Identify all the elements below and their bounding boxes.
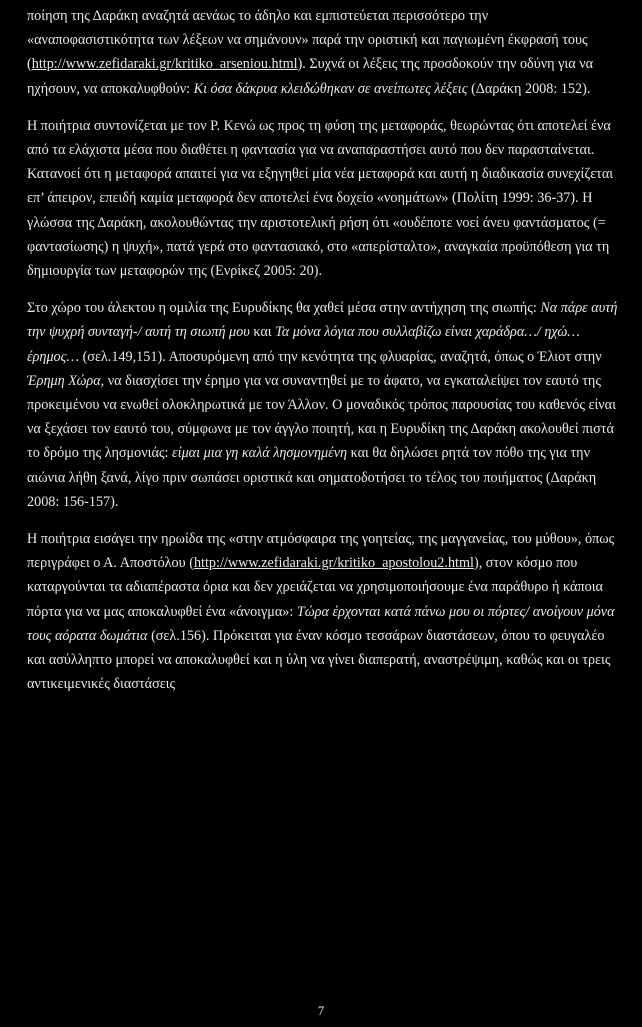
- text-segment: ποίηση της Δαράκη αναζητά αενάως το άδηλο και εμπιστεύεται περισσότερο την «αναποφασιστικότητα των λέξεων να σημάνουν» παρά την οριστική και παγιωμένη έκφρασή τους (: [27, 8, 588, 73]
- quoted-verse: είμαι μια γη καλά λησμονημένη: [172, 445, 348, 462]
- quoted-verse: Τώρα έρχονται κατά πάνω μου οι πόρτες/ ανοίγουν μόνα τους αόρατα δωμάτια: [27, 603, 615, 644]
- quoted-verse: Τα μόνα λόγια που συλλαβίζω είναι χαράδρα…/ ηχώ… έρημος…: [27, 324, 580, 365]
- quoted-verse: Να πάρε αυτή την ψυχρή συνταγή-/ αυτή τη σιωπή μου: [27, 300, 618, 341]
- quoted-verse: Κι όσα δάκρυα κλειδώθηκαν σε ανείπωτες λέξεις: [193, 80, 468, 97]
- url-link[interactable]: http://www.zefidaraki.gr/kritiko_arseniou.html: [31, 56, 298, 73]
- page-number: 7: [317, 1003, 325, 1018]
- quoted-verse: Έρημη Χώρα: [27, 372, 101, 389]
- text-segment: και: [249, 324, 276, 341]
- paragraph: [27, 296, 618, 514]
- text-segment: (Δαράκη 2008: 152).: [467, 80, 591, 97]
- text-segment: Η ποιήτρια συντονίζεται με τον P. Κενώ ως προς τη φύση της μεταφοράς, θεωρώντας ότι αποτελεί ένα από τα ελάχιστα μέσα που διαθέτει η φαντασία για να αναπαραστήσει αυτό που δεν παρασταίνεται. Κατανοεί ότι η μεταφορά απαιτεί για να εξηγηθεί μία νέα μεταφορά και αυτή η διαδικασία συνεχίζεται επ’ άπειρον, επειδή καμία μεταφορά δεν αποτελεί ένα δοχείο «νοημάτων» (Πολίτη 1999: 36-37). Η γλώσσα της Δαράκη, ακολουθώντας την αριστοτελική ρήση ότι «ουδέποτε νοεί άνευ φαντάσματος (= φαντασίωσης) η ψυχή», πατά γερά στο φαντασιακό, στο «απερίσταλτο», αναγκαία προϋπόθεση για τη δημιουργία των μεταφορών της (Ενρίκεζ 2005: 20).: [27, 117, 614, 280]
- paragraph: [27, 4, 618, 101]
- text-segment: (σελ.156). Πρόκειται για έναν κόσμο τεσσάρων διαστάσεων, όπου το φευγαλέο και ασύλληπτο μπορεί να αποκαλυφθεί και η ύλη να γίνει διαπερατή, αναστρέψιμη, καθώς και οι τρεις αντικειμενικές διαστάσεις: [27, 627, 611, 693]
- paragraph: [27, 527, 618, 696]
- text-segment: (σελ.149,151). Αποσυρόμενη από την κενότητα της φλυαρίας, αναζητά, όπως ο Έλιοτ στην: [79, 348, 602, 365]
- text-segment: ), στον κόσμο που καταργούνται τα αδιαπέραστα όρια και δεν χρειάζεται να χρησιμοποιήσουμε ένα παράθυρο ή κάποια πόρτα για να μας αποκαλυφθεί ένα «άνοιγμα»:: [27, 555, 603, 620]
- text-segment: Στο χώρο του άλεκτου η ομιλία της Ευρυδίκης θα χαθεί μέσα στην αντήχηση της σιωπής:: [27, 300, 541, 317]
- body-text: [27, 4, 618, 696]
- text-segment: και θα δηλώσει ρητά τον πόθο της για την αιώνια λήθη ξανά, λίγο πριν σωπάσει οριστικά και σηματοδοτήσει το τέλος του ποιήματος (Δαράκη 2008: 156-157).: [27, 445, 597, 510]
- paragraph: [27, 114, 618, 283]
- text-segment: ). Συχνά οι λέξεις της προσδοκούν την οδύνη για να ηχήσουν, να αποκαλυφθούν:: [27, 56, 594, 97]
- url-link[interactable]: http://www.zefidaraki.gr/kritiko_apostolou2.html: [193, 555, 474, 572]
- text-segment: , να διασχίσει την έρημο για να συναντηθεί με το άφατο, να εγκαταλείψει τον εαυτό της προκειμένου να ενωθεί ολοκληρωτικά με τον Άλλον. Ο μοναδικός τρόπος παρουσίας του καθενός είναι να ξεχάσει τον εαυτό του, σύμφωνα με τον άγγλο ποιητή, και η Ευρυδίκη της Δαράκη ακολουθεί πιστά το δρόμο της λησμονιάς:: [27, 372, 616, 462]
- text-segment: Η ποιήτρια εισάγει την ηρωίδα της «στην ατμόσφαιρα της γοητείας, της μαγγανείας, του μύθου», όπως περιγράφει ο Α. Αποστόλου (: [27, 531, 615, 572]
